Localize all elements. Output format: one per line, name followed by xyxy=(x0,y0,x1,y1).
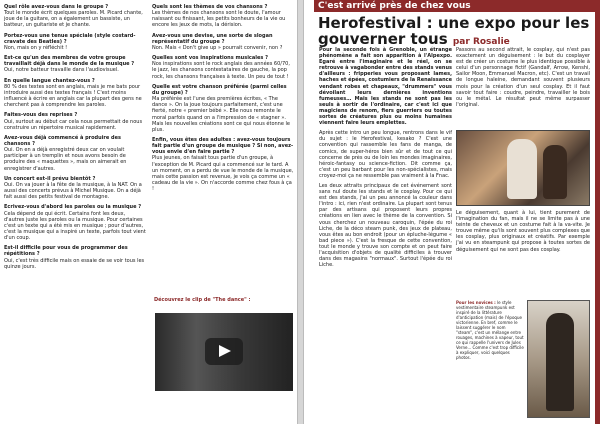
interview-question: Quelles sont vos inspirations musicales ? xyxy=(152,55,268,62)
steampunk-photo xyxy=(527,300,590,418)
cosplay-photo-group xyxy=(456,130,590,206)
play-icon[interactable] xyxy=(205,338,243,365)
article-column-right-bottom xyxy=(456,210,590,257)
interview-answer: Oui. On en a déjà enregistré deux car on voulait participer à un tremplin et nous avons besoin de produire des « maquettes », mais on aimerait en enregistrer d'autres. xyxy=(4,147,127,172)
article-title-text: Herofestival : une expo pour les gouverner tous xyxy=(318,14,590,48)
video-player[interactable] xyxy=(155,313,293,391)
interview-column-right xyxy=(152,0,294,192)
interview-column-left xyxy=(4,0,146,270)
interview-question: Avez-vous une devise, une sorte de slogan représentatif du groupe ? xyxy=(152,32,273,45)
interview-question: Quelle est votre chanson préférée (parmi celles du groupe) ? xyxy=(152,83,287,96)
article-byline: par Rosalie xyxy=(452,37,510,47)
interview-answer: Oui, c'est très difficile mais on essaie de se voir tous les quinze jours. xyxy=(4,257,145,270)
interview-answer: Oui, surtout au début car cela nous permettait de nous construire un répertoire musical rapidement. xyxy=(4,118,143,131)
page-divider xyxy=(297,0,304,424)
interview-question: Quel rôle avez-vous dans le groupe ? xyxy=(4,4,109,10)
interview-answer: Nos inspirations sont le rock anglais des années 60/70, le jazz, les chansons contestataires de gauche, la pop rock, les chansons françaises à texte. Un peu de tout ! xyxy=(152,61,290,80)
interview-question: Est-ce qu'un des membres de votre groupe travaillait déjà dans le monde de la musique ? xyxy=(4,55,135,68)
interview-answer: 80 % des textes sont en anglais, mais je me bats pour introduire aussi des textes français ! C'est moins influencé à écrire en anglais car la plupart des gens ne cherchent pas à comprendre les paroles. xyxy=(4,83,142,109)
caption-lead: Pour les novices : xyxy=(456,300,496,305)
page-edge-stripe xyxy=(595,0,600,424)
steampunk-figure xyxy=(546,313,574,411)
interview-question: Quels sont les thèmes de vos chansons ? xyxy=(152,4,268,10)
interview-question: Est-il difficile pour vous de programmer des répétitions ? xyxy=(4,245,128,258)
article-paragraph: Passons au second attrait, le cosplay, qui n'est pas exactement un déguisement : le but du cosplayer est de créer un costume le plus identique possible à celui d'un personnage fictif (Gandalf, Arrow, Kenshi, Sailor Moon, Emmanuel Macron, etc). C'est un travail de longue haleine, demandant souvent plusieurs mois pour la création d'un seul cosplay. Et il faut savoir tout faire : coudre, peindre, travailler le bois ou le métal. Le résultat peut même surpasser l'original. xyxy=(456,47,590,108)
interview-answer: Non, mais on y réfléchit ! xyxy=(4,44,68,51)
video-caption: Découvrez le clip de "The dance" : xyxy=(154,297,251,303)
interview-answer: Plus jeunes, on faisait tous partie d'un groupe, à l'exception de M. Picard qui a commencé sur le tard. A un moment, on a perdu de vue le monde de la musique, mais cette passion est revenue, je vois ça comme un « cadeau de la vie ». On n'accorde comme chez fous à ça ! xyxy=(152,155,294,193)
article-paragraph: Le déguisement, quant à lui, tient purement de l'imagination du fan, mais il ne se limite pas à une teinte de cheveux et un costume fait à la va-vite. Je trouve même qu'ils sont souvent plus complexes que les cosplay, plus originaux et créatifs. Par exemple j'ai vu en steampunk qui propose à toutes sortes de déguisement qui ne sont pas des cosplay. xyxy=(456,210,590,253)
article-column-left xyxy=(319,47,452,272)
caption-text: le style vestimentaire steampunk est inspiré de la littérature d'anticipation (mais) de l'époque victorienne. En bref, comme le laissent suggérer le nom "steam", c'est un mélange entre rouages, machines à vapeur, tout ce qui rappelle l'univers de Jules Verne... Comme c'est trop difficile à expliquer, voici quelques photos. xyxy=(456,300,524,360)
article-title xyxy=(318,15,594,50)
interview-answer: Oui, notre batteur travaille dans l'audiovisuel. xyxy=(4,67,119,74)
article-intro: Pour la seconde fois à Grenoble, un étrange phénomène a fait son apparition à l'Alpexpo. Egaré entre l'imaginaire et le réel, on se retrouve à vagabonder entre des stands venus d'ailleurs : fripperies vous proposant lames, haches et épées, costumiers de la Renaissance vendant robes et chapeaux, "drummers" vous dévoilant leurs dernières inventions fumeuses… Mais les stands ne sont pas les seuls à sortir de l'ordinaire, car c'est ici que magiciens de renom, fiers guerriers ou toutes sortes de créatures plus ou moins humaines viennent faire leurs emplettes. xyxy=(319,47,452,127)
interview-answer: Cela dépend de qui écrit. Certains font les deux, d'autres juste les paroles ou la musique. Pour certaines c'est un texte qui a été mis en musique ; pour d'autres, c'est la musique qui a inspiré un texte, parfois tout vient d'un coup. xyxy=(4,210,146,242)
interview-answer: Ma préférée est l'une des premières écrites, « The dance ». On la joue toujours parfaitement, c'est une fierté, notre « premier bébé ». Elle nous remonte le moral parfois quand on a l'impression de « stagner ». Mais les nouvelles créations sont ce qui nous étonne le plus. xyxy=(152,96,290,133)
interview-answer: Non. Mais « Don't give up » pourrait convenir, non ? xyxy=(152,44,283,51)
interview-question: Ecrivez-vous d'abord les paroles ou la musique ? xyxy=(4,204,142,211)
photo-caption xyxy=(456,300,524,360)
interview-question: Un concert est-il prévu bientôt ? xyxy=(4,175,96,182)
interview-answer: Oui. On va jouer à la fête de la musique, à la NAT. On a aussi des concerts prévus à Michel Musique. On a déjà fait aussi des petits festival de montagne. xyxy=(4,181,142,201)
interview-question: Enfin, vous êtes des adultes : avez-vous toujours fait partie d'un groupe de musique ? Si non, avez-vous envie d'en faire partie ? xyxy=(152,136,294,156)
interview-question: Avez-vous déjà commencé à produire des chansons ? xyxy=(4,134,121,147)
article-paragraph: Les deux attraits principaux de cet événement sont sans nul doute les stands et le cosplay. Pour ce qui est des stands, j'ai un peu annoncé la couleur dans l'intro : ici, rien n'est ordinaire. La plupart sont tenus par des artisans qui proposent leurs propres créations en lien avec le thème de la convention. Si vous cherchez un nouveau caroquin, l'épée du roi Liche, de la déco steam punk, des jeux de plateau, vous êtes au bon endroit (pour un épluche-légume « bad piece »). C'est la fresque de cette convention, tout le monde y trouve son compte et on peut faire l'acquisition d'objets de qualité difficiles à trouver dans des magasins "normaux". Surtout l'épée du roi Liche. xyxy=(319,182,452,269)
interview-question: En quelle langue chantez-vous ? xyxy=(4,77,95,84)
section-tag: C'est arrivé près de chez vous xyxy=(314,0,595,12)
cosplayer-figure xyxy=(543,145,567,199)
cosplayer-figure xyxy=(507,139,537,199)
article-paragraph: Après cette intro un peu longue, rentrons dans le vif du sujet : le Herofestival, kesako ? C'est une convention qui rassemble les fans de manga, de comics, de super-héros bien sûr et de tout ce qui concerne de près ou de loin les mondes imaginaires, héroic-fantasy ou science-fiction. Dit comme ça, c'est un peu barbant pour les non-spécialistes, mais croyez-moi ça ne ressemble pas vraiment à la Fnac. xyxy=(319,130,452,179)
interview-answer: Les thèmes de nos chansons sont le doute, l'amour naissant ou finissant, les petits bonheurs de la vie ou encore les jeux de mots, la dérision. xyxy=(152,10,286,29)
article-column-right-top xyxy=(456,47,590,112)
interview-question: Portez-vous une tenue spéciale (style costard-cravate des Beatles) ? xyxy=(4,32,136,45)
interview-question: Faites-vous des reprises ? xyxy=(4,112,78,119)
interview-answer: Tout le monde écrit quelques paroles. M. Picard chante, joue de la guitare, on a également un bassiste, un batteur, un guitariste et je chante. xyxy=(4,10,143,29)
